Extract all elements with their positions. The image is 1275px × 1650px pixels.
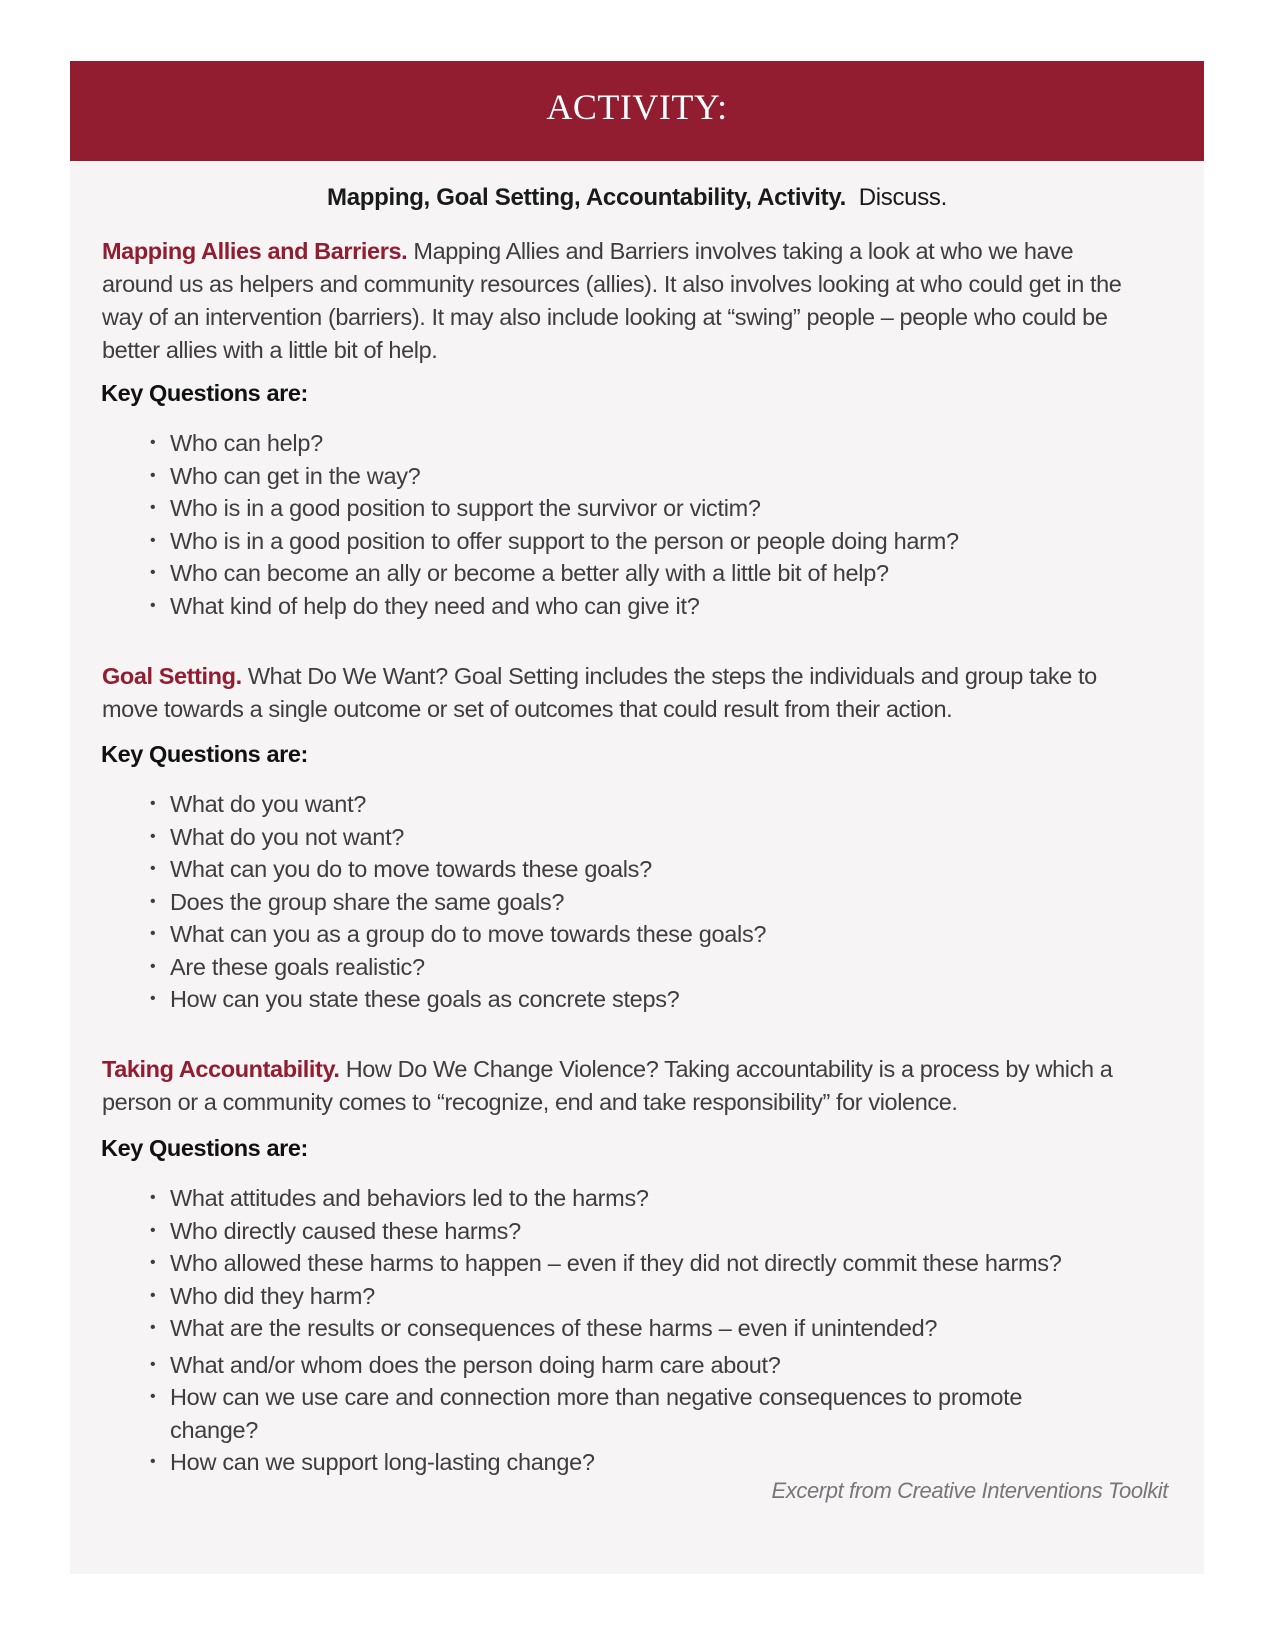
- bullet-icon: •: [150, 925, 156, 942]
- bullet-icon: •: [150, 957, 156, 975]
- section-body: How Do We Change Violence? Taking accountability is a process by which a person or a community comes to “recognize, end and take responsibility” for violence.: [102, 1056, 1113, 1115]
- list-item: • Does the group share the same goals?: [150, 886, 1150, 919]
- section-heading: Taking Accountability.: [102, 1056, 340, 1082]
- list-item: • What are the results or consequences of these harms – even if unintended?: [150, 1312, 1110, 1345]
- bullet-icon: •: [150, 596, 156, 614]
- bullet-icon: •: [150, 827, 156, 845]
- section-mapping-paragraph: [102, 235, 1142, 367]
- list-item: • What kind of help do they need and who can give it?: [150, 590, 1150, 623]
- bullet-icon: •: [150, 1254, 156, 1271]
- bullet-icon: •: [150, 1388, 156, 1405]
- bullet-icon: •: [150, 1286, 156, 1304]
- activity-banner: [70, 61, 1204, 161]
- list-item: • Who allowed these harms to happen – even if they did not directly commit these harms?: [150, 1247, 1110, 1280]
- key-questions-label: Key Questions are:: [101, 741, 308, 767]
- bullet-icon: •: [150, 1221, 156, 1239]
- bullet-icon: •: [150, 531, 156, 549]
- activity-panel: [70, 61, 1204, 1574]
- bullet-icon: •: [150, 564, 156, 581]
- bullet-icon: •: [150, 860, 156, 877]
- bullet-icon: •: [150, 466, 156, 484]
- source-credit: Excerpt from Creative Interventions Toolkit: [771, 1478, 1168, 1503]
- list-item: • What do you not want?: [150, 821, 1150, 854]
- section-heading: Mapping Allies and Barriers.: [102, 238, 408, 264]
- key-questions-label: Key Questions are:: [101, 1135, 308, 1161]
- section-body: What Do We Want? Goal Setting includes the steps the individuals and group take to move towards a single outcome or set of outcomes that could result from their action.: [102, 663, 1097, 722]
- list-item: • What do you want?: [150, 788, 1150, 821]
- mapping-questions-list: [150, 427, 1150, 622]
- list-item: • Who did they harm?: [150, 1280, 1110, 1313]
- list-item: • Who is in a good position to offer support to the person or people doing harm?: [150, 525, 1150, 558]
- bullet-icon: •: [150, 990, 156, 1007]
- bullet-icon: •: [150, 434, 156, 451]
- bullet-icon: •: [150, 499, 156, 516]
- list-item: • Who can become an ally or become a better ally with a little bit of help?: [150, 557, 1150, 590]
- list-item: • How can we use care and connection more than negative consequences to promote change?: [150, 1381, 1070, 1446]
- list-item: • Who can get in the way?: [150, 460, 1150, 493]
- banner-title: ACTIVITY:: [546, 87, 728, 127]
- activity-subtitle: [70, 184, 1204, 212]
- bullet-icon: •: [150, 1189, 156, 1206]
- subtitle-normal: Discuss.: [858, 184, 947, 211]
- list-item: • What can you as a group do to move towards these goals?: [150, 918, 1150, 951]
- list-item: • Who is in a good position to support the survivor or victim?: [150, 492, 1150, 525]
- bullet-icon: •: [150, 1453, 156, 1470]
- section-accountability-paragraph: [102, 1053, 1142, 1119]
- list-item: • Who can help?: [150, 427, 1150, 460]
- section-body: Mapping Allies and Barriers involves taking a look at who we have around us as helpers and community resources (allies). It also involves looking at who could get in the way of an intervention (barriers). It may also include looking at “swing” people – people who could be better allies with a little bit of help.: [102, 238, 1122, 363]
- section-goal-paragraph: [102, 660, 1142, 726]
- bullet-icon: •: [150, 795, 156, 812]
- bullet-icon: •: [150, 1355, 156, 1373]
- bullet-icon: •: [150, 1319, 156, 1336]
- list-item: • How can we support long-lasting change?: [150, 1446, 1110, 1479]
- list-item: • What attitudes and behaviors led to the harms?: [150, 1182, 1110, 1215]
- subtitle-bold: Mapping, Goal Setting, Accountability, Activity.: [327, 184, 846, 211]
- key-questions-label: Key Questions are:: [101, 380, 308, 406]
- bullet-icon: •: [150, 892, 156, 910]
- list-item: • Who directly caused these harms?: [150, 1215, 1110, 1248]
- list-item: • What can you do to move towards these goals?: [150, 853, 1150, 886]
- goal-questions-list: [150, 788, 1150, 1016]
- section-heading: Goal Setting.: [102, 663, 242, 689]
- list-item: • What and/or whom does the person doing harm care about?: [150, 1349, 1110, 1382]
- list-item: • How can you state these goals as concrete steps?: [150, 983, 1150, 1016]
- list-item: • Are these goals realistic?: [150, 951, 1150, 984]
- accountability-questions-list: [150, 1182, 1110, 1479]
